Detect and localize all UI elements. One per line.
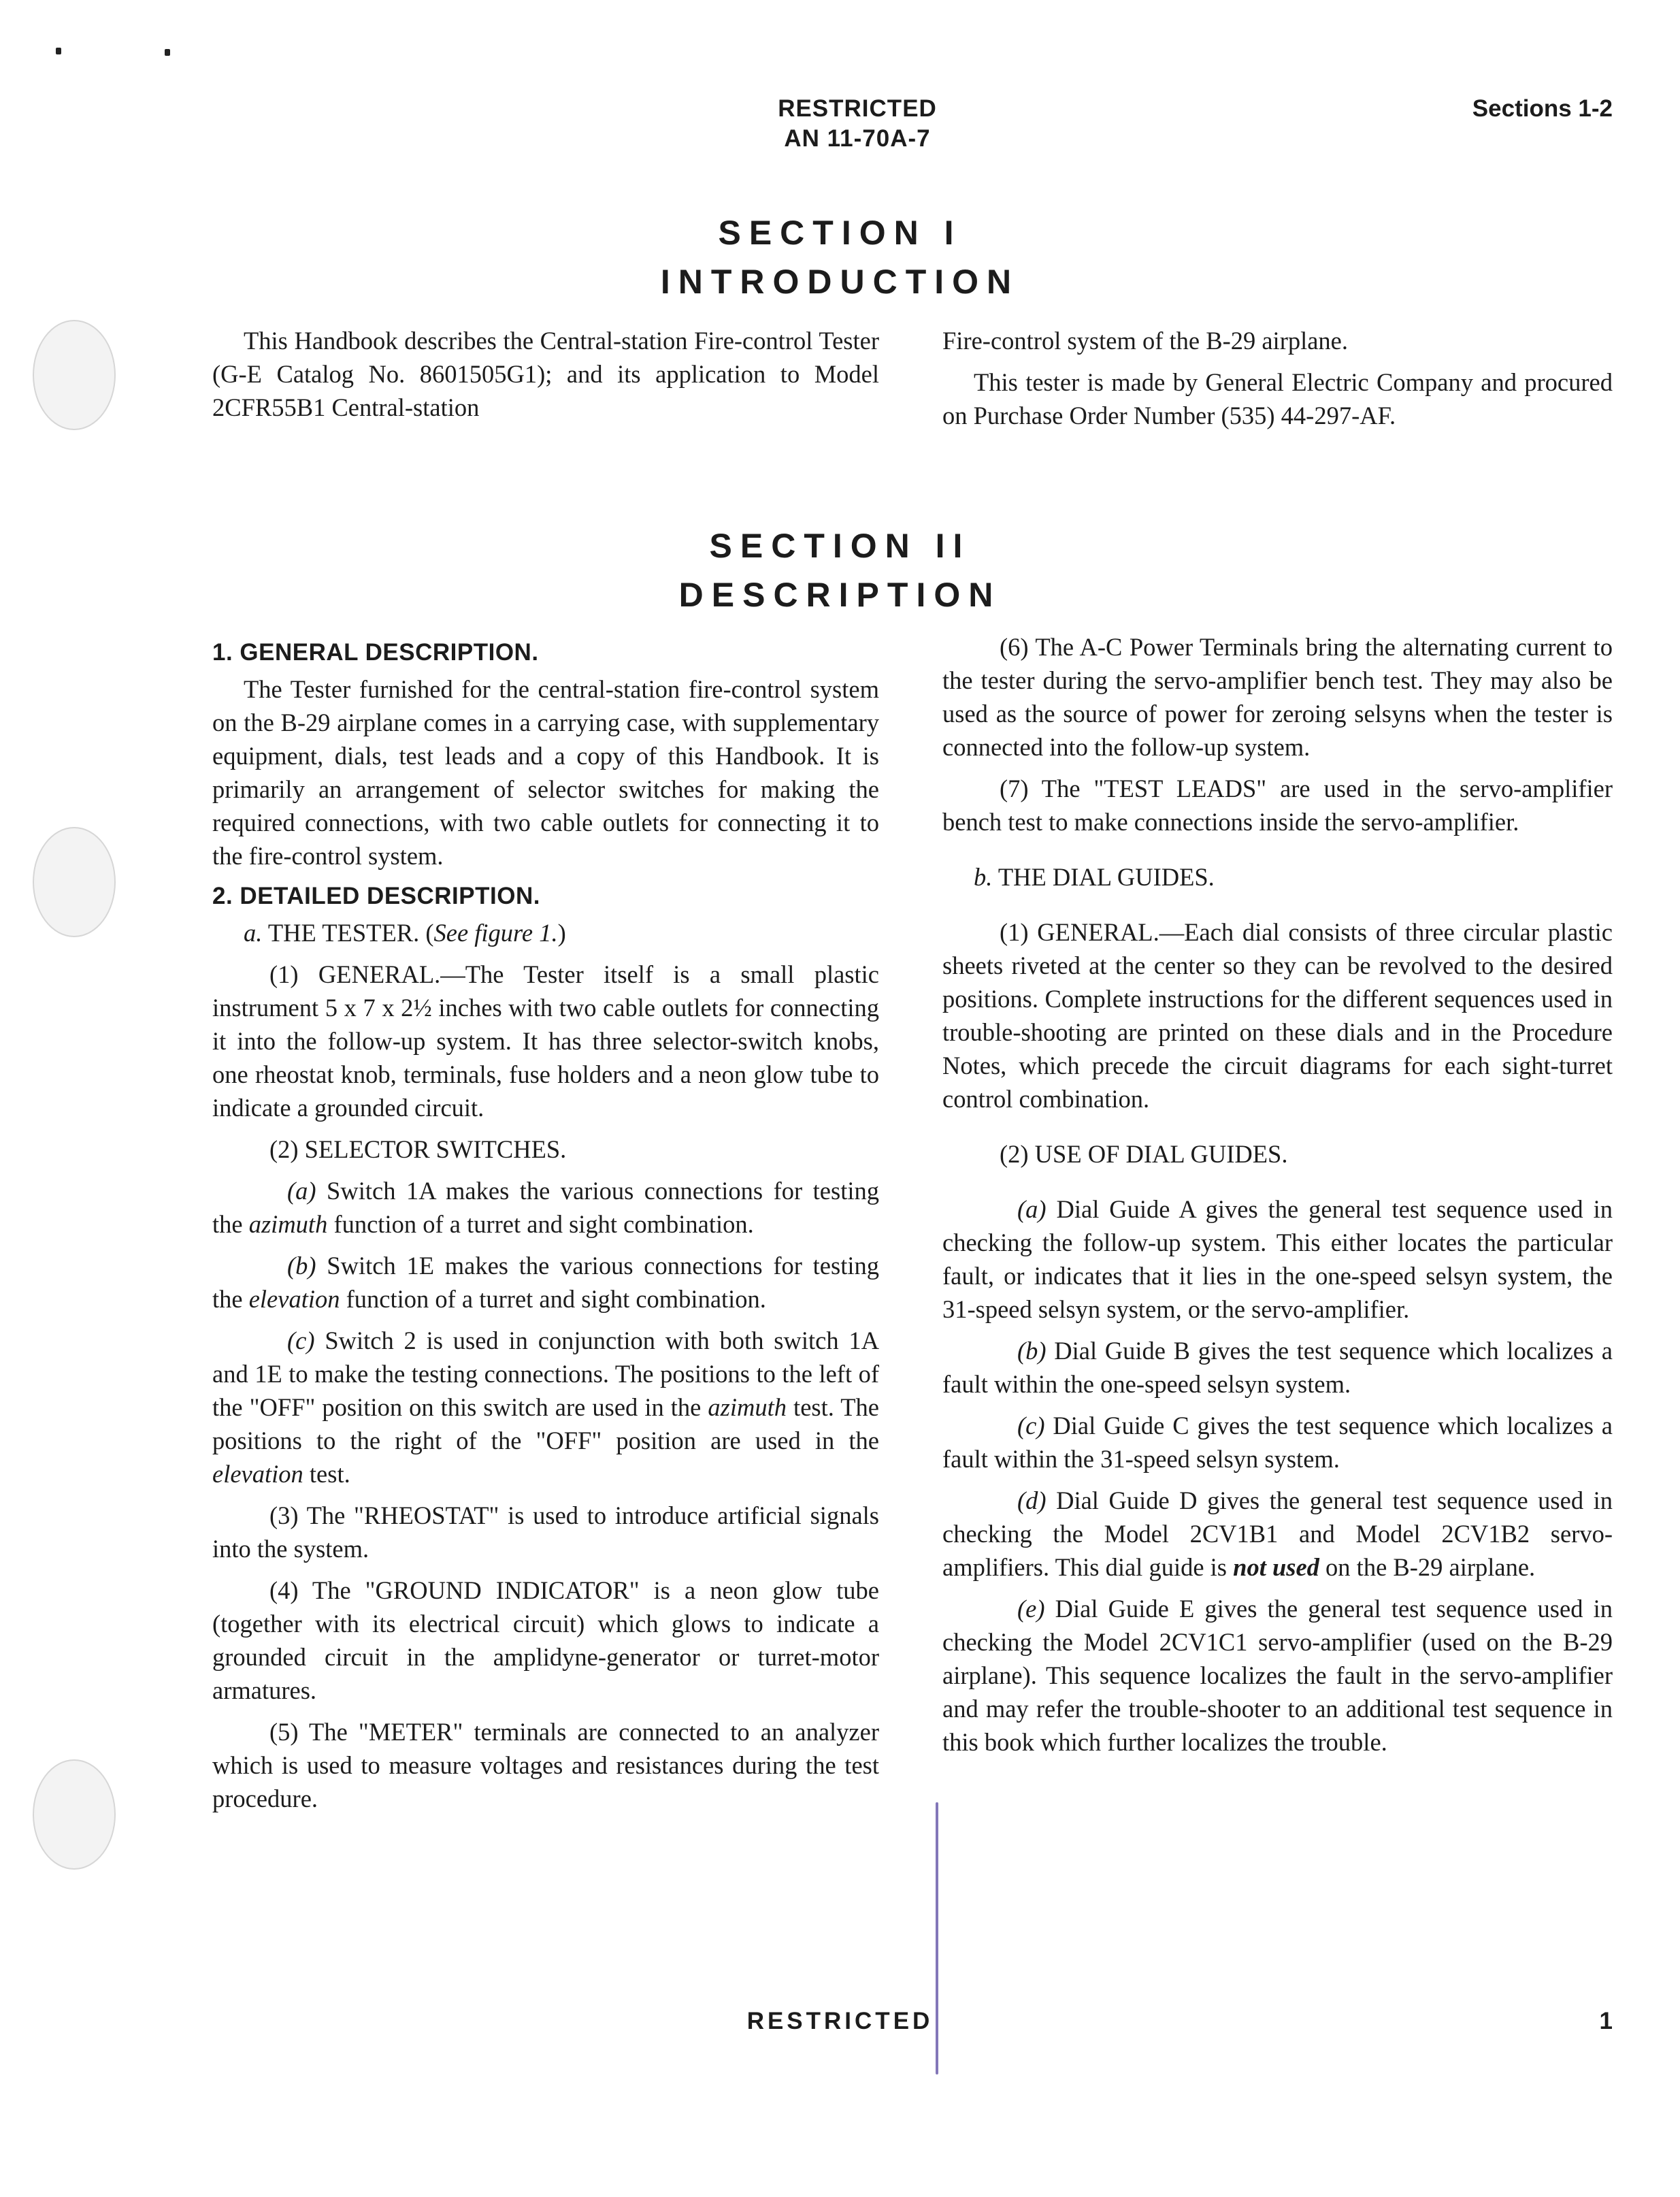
binder-hole-bottom (33, 1759, 116, 1870)
tester-general-paragraph: (1) GENERAL.—The Tester itself is a small plastic instrument 5 x 7 x 2½ inches with two cable outlets for connecting it into the follow-up system. It has three selector-switch knobs, one rheostat knob, terminals, fuse holders and a neon glow tube to indicate a grounded circuit. (212, 960, 879, 1122)
intro-paragraph-2: This tester is made by General Electric Company and procured on Purchase Order Number (535) 44-297-AF. (942, 368, 1613, 429)
item-text: function of a turret and sight combination. (340, 1285, 766, 1313)
intro-left-column (212, 324, 879, 432)
test-leads-paragraph: (7) The "TEST LEADS" are used in the servo-amplifier bench test to make connections inside the servo-amplifier. (942, 775, 1613, 836)
dial-guide-c-paragraph (942, 1409, 1613, 1476)
dial-guide-d-paragraph (942, 1484, 1613, 1584)
spacer (942, 902, 1613, 915)
intro-paragraph-1-cont: Fire-control system of the B-29 airplane. (942, 327, 1349, 355)
item-label: (d) (1017, 1486, 1047, 1514)
item-text: on the B-29 airplane. (1319, 1553, 1536, 1581)
general-description-paragraph: The Tester furnished for the central-station fire-control system on the B-29 airplane comes in a carrying case, with supplementary equipment, dials, test leads and a copy of this Handbook. It is primarily an arrangement of selector switches for making the required connections, with two cable outlets for connecting it to the fire-control system. (212, 675, 879, 870)
item-text: Switch 1E makes the various connections for testing the (212, 1252, 879, 1313)
emphasis-elevation: elevation (212, 1460, 303, 1488)
ground-indicator-paragraph: (4) The "GROUND INDICATOR" is a neon glow tube (together with its electrical circuit) which glows to indicate a grounded circuit in the amplidyne-generator or turret-motor armatures. (212, 1576, 879, 1704)
item-label: (a) (1017, 1195, 1047, 1223)
header-sections-label: Sections 1-2 (1472, 95, 1613, 122)
dial-general-paragraph: (1) GENERAL.—Each dial consists of three circular plastic sheets riveted at the center so they can be revolved to the desired positions. Complete instructions for the different sequences used in trouble-shooting are printed on these dials and in the Procedure Notes, which precede the circuit diagrams for each sight-turret control combination. (942, 918, 1613, 1113)
switch-2-paragraph (212, 1324, 879, 1491)
selector-switches-heading: (2) SELECTOR SWITCHES. (269, 1135, 567, 1163)
section1-title (0, 208, 1680, 306)
see-figure-reference: See figure 1. (433, 919, 558, 947)
subsection-b-text: THE DIAL GUIDES. (992, 863, 1215, 891)
intro-paragraph-1: This Handbook describes the Central-station Fire-control Tester (G-E Catalog No. 8601505G1); and its application to Model 2CFR55B1 Central-station (212, 327, 879, 421)
item-text: Switch 1A makes the various connections for testing the (212, 1177, 879, 1238)
switch-1a-paragraph (212, 1174, 879, 1241)
footer-classification: RESTRICTED (746, 2008, 934, 2034)
item-label: (b) (1017, 1337, 1047, 1365)
spacer (942, 1124, 1613, 1137)
page-header (680, 94, 1034, 154)
subsection-b-heading (942, 860, 1613, 894)
scan-speck (56, 48, 61, 54)
item-text: function of a turret and sight combination. (327, 1210, 754, 1238)
item-text: Dial Guide C gives the test sequence which localizes a fault within the 31-speed selsyn system. (942, 1412, 1613, 1473)
binder-hole-middle (33, 827, 116, 937)
section1-name: INTRODUCTION (660, 263, 1020, 301)
spacer (942, 847, 1613, 860)
subsection-a-heading (212, 916, 879, 949)
item-label: (c) (287, 1327, 315, 1354)
item-label: (e) (1017, 1595, 1045, 1623)
emphasis-elevation: elevation (248, 1285, 340, 1313)
item-label: (c) (1017, 1412, 1045, 1439)
item-label: (a) (287, 1177, 316, 1205)
item-text: Dial Guide E gives the general test sequence used in checking the Model 2CV1C1 servo-amplifier (used on the B-29 airplane). This sequence localizes the fault in the servo-amplifier and may refer the trouble-shooter to an additional test sequence in this book which further localizes the trouble. (942, 1595, 1613, 1756)
intro-right-column (942, 324, 1613, 440)
heading-general-description: 1. GENERAL DESCRIPTION. (212, 639, 539, 666)
binder-hole-top (33, 320, 116, 430)
emphasis-azimuth: azimuth (248, 1210, 328, 1238)
section1-number: SECTION I (718, 214, 962, 252)
item-label: (b) (287, 1252, 316, 1280)
item-text: test. The positions to the right of the "OFF" position are used in the (212, 1393, 880, 1454)
emphasis-azimuth: azimuth (708, 1393, 787, 1421)
subsection-a-letter: a. (244, 919, 263, 947)
dial-guide-e-paragraph (942, 1592, 1613, 1759)
section2-name: DESCRIPTION (678, 576, 1002, 614)
description-left-column (212, 630, 879, 1823)
meter-paragraph: (5) The "METER" terminals are connected to an analyzer which is used to measure voltages and resistances during the test procedure. (212, 1718, 879, 1812)
rheostat-paragraph: (3) The "RHEOSTAT" is used to introduce artificial signals into the system. (212, 1501, 879, 1563)
header-doc-number: AN 11-70A-7 (784, 125, 931, 152)
description-right-column (942, 630, 1613, 1767)
header-classification: RESTRICTED (778, 95, 937, 122)
subsection-b-letter: b. (974, 863, 993, 891)
item-text: Dial Guide B gives the test sequence which localizes a fault within the one-speed selsyn system. (942, 1337, 1613, 1398)
ac-power-paragraph: (6) The A-C Power Terminals bring the alternating current to the tester during the servo-amplifier bench test. They may also be used as the source of power for zeroing selsyns when the tester is connected into the follow-up system. (942, 633, 1613, 761)
scan-speck (165, 49, 170, 56)
emphasis-not-used: not used (1233, 1553, 1319, 1581)
subsection-a-text: THE TESTER. ( (262, 919, 434, 947)
dial-guide-b-paragraph (942, 1334, 1613, 1401)
section2-title (0, 521, 1680, 619)
heading-detailed-description: 2. DETAILED DESCRIPTION. (212, 883, 540, 909)
item-text: Dial Guide D gives the general test sequence used in checking the Model 2CV1B1 and Model 2CV1B2 servo-amplifiers. This dial guide is (942, 1486, 1613, 1581)
dial-guide-a-paragraph (942, 1192, 1613, 1326)
page-number: 1 (1599, 2008, 1613, 2034)
use-of-dial-guides-heading: (2) USE OF DIAL GUIDES. (1000, 1140, 1288, 1168)
spacer (942, 1179, 1613, 1192)
section2-number: SECTION II (709, 527, 971, 565)
item-text: test. (303, 1460, 350, 1488)
item-text: Dial Guide A gives the general test sequence used in checking the follow-up system. This either locates the particular fault, or indicates that it lies in the one-speed selsyn system, the 31-speed selsyn system, or the servo-amplifier. (942, 1195, 1613, 1323)
switch-1e-paragraph (212, 1249, 879, 1316)
subsection-a-close: ) (557, 919, 566, 947)
item-text: Switch 2 is used in conjunction with both switch 1A and 1E to make the testing connections. The positions to the left of the "OFF" position on this switch are used in the (212, 1327, 879, 1421)
